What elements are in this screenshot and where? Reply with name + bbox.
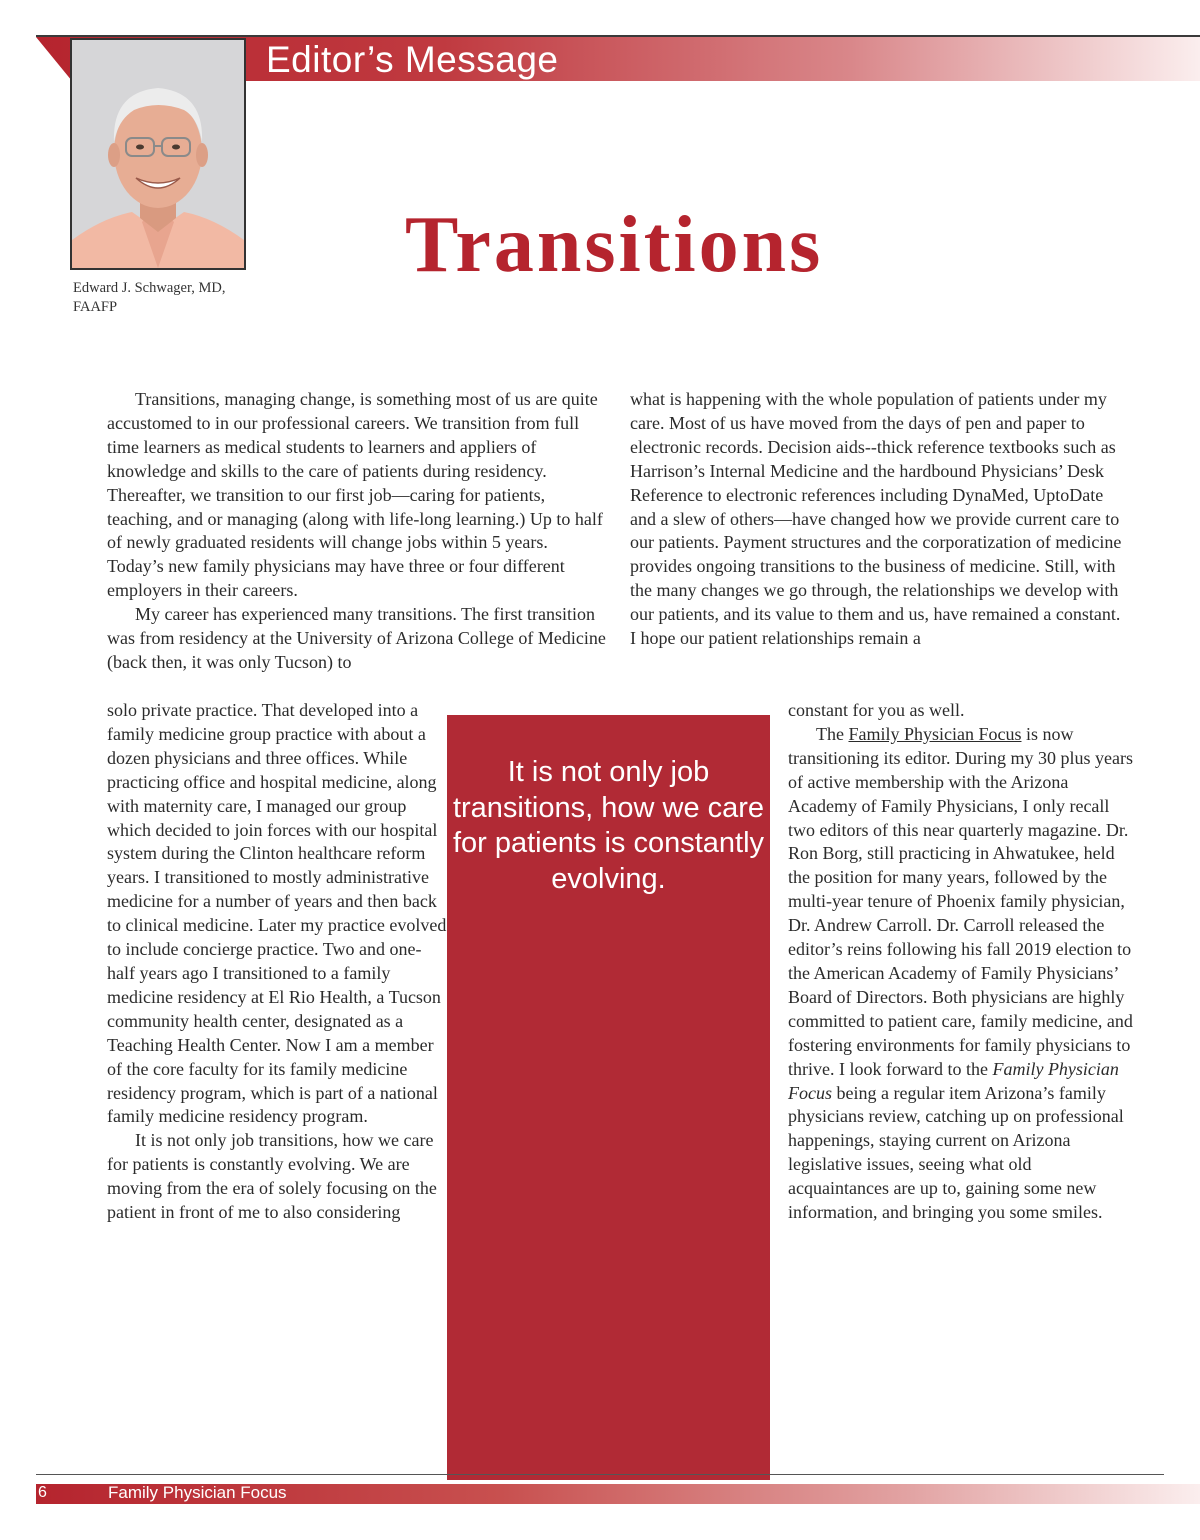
left-column [107,388,607,675]
page-number: 6 [38,1484,47,1501]
article-title: Transitions [405,201,824,289]
author-name: Edward J. Schwager, MD, [73,280,226,296]
paragraph [788,723,1133,1225]
paragraph: Transitions, managing change, is something most of us are quite accustomed to in our professional careers. We transition from full time learners as medical students to learners and appliers of knowledge and skills to the care of patients during residency. Thereafter, we transition to our first job—caring for patients, teaching, and or managing (along with life-long learning.) Up to half of newly graduated residents will change jobs within 5 years. Today’s new family physicians may have three or four different employers in their careers. [107,389,603,601]
right-narrow-column [788,699,1133,1225]
publication-name: Family Physician Focus [108,1483,287,1502]
text-span: being a regular item Arizona’s family physicians review, catching up on professional happenings, staying current on Arizona legislative issues, seeing what old acquaintances are up to, gaining some new information, and bringing you some smiles. [788,1082,1124,1223]
pull-quote: It is not only job transitions, how we care for patients is constantly evolving. [452,756,765,895]
paragraph: It is not only job transitions, how we care for patients is constantly evolving. We are moving from the era of solely focusing on the patient in front of me to also considering [107,1130,437,1223]
section-title: Editor’s Message [266,39,559,80]
paragraph: what is happening with the whole population of patients under my care. Most of us have moved from the days of pen and paper to electronic records. Decision aids--thick reference textbooks such as Harrison’s Internal Medicine and the hardbound Physicians’ Desk Reference to electronic references including DynaMed, UptoDate and a slew of others—have changed how we provide current care to our patients. Payment structures and the corporatization of medicine provides ongoing transitions to the business of medicine. Still, with the many changes we go through, the relationships we develop with our patients, and its value to them and us, have remained a constant. I hope our patient relationships remain a [630,389,1122,649]
paragraph: solo private practice. That developed into a family medicine group practice with about a dozen physicians and three offices. While practicing office and hospital medicine, along with maternity care, I managed our group which decided to join forces with our hospital system during the Clinton healthcare reform years. I transitioned to mostly administrative medicine for a number of years and then back to clinical medicine. Later my practice evolved to include concierge practice. Two and one-half years ago I transitioned to a family medicine residency at El Rio Health, a Tucson community health center, designated as a Teaching Health Center. Now I am a member of the core faculty for its family medicine residency program, which is part of a national family medicine residency program. [107,700,447,1127]
right-column [630,388,1130,651]
paragraph: constant for you as well. [788,700,965,720]
text-span: is now transitioning its editor. During my 30 plus years of active membership with the Arizona Academy of Family Physicians, I only recall two editors of this near quarterly magazine. Dr. Ron Borg, still practicing in Ahwatukee, held the position for many years, followed by the multi-year tenure of Phoenix family physician, Dr. Andrew Carroll. Dr. Carroll released the editor’s reins following his fall 2019 election to the American Academy of Family Physicians’ Board of Directors. Both physicians are highly committed to patient care, family medicine, and fostering environments for family physicians to thrive. I look forward to the [788,723,1133,1079]
left-narrow-column [107,699,447,1225]
pull-quote-box [447,715,770,1480]
author-photo [70,38,246,270]
magazine-name: Family Physician Focus [848,723,1022,744]
footer-rule [36,1474,1164,1475]
author-caption [73,279,273,317]
author-credentials: FAAFP [73,299,118,315]
magazine-name-italic: Family Physician Focus [788,1058,1119,1103]
text-span: The [816,723,849,744]
paragraph: My career has experienced many transitions. The first transition was from residency at the University of Arizona College of Medicine (back then, it was only Tucson) to [107,604,606,672]
